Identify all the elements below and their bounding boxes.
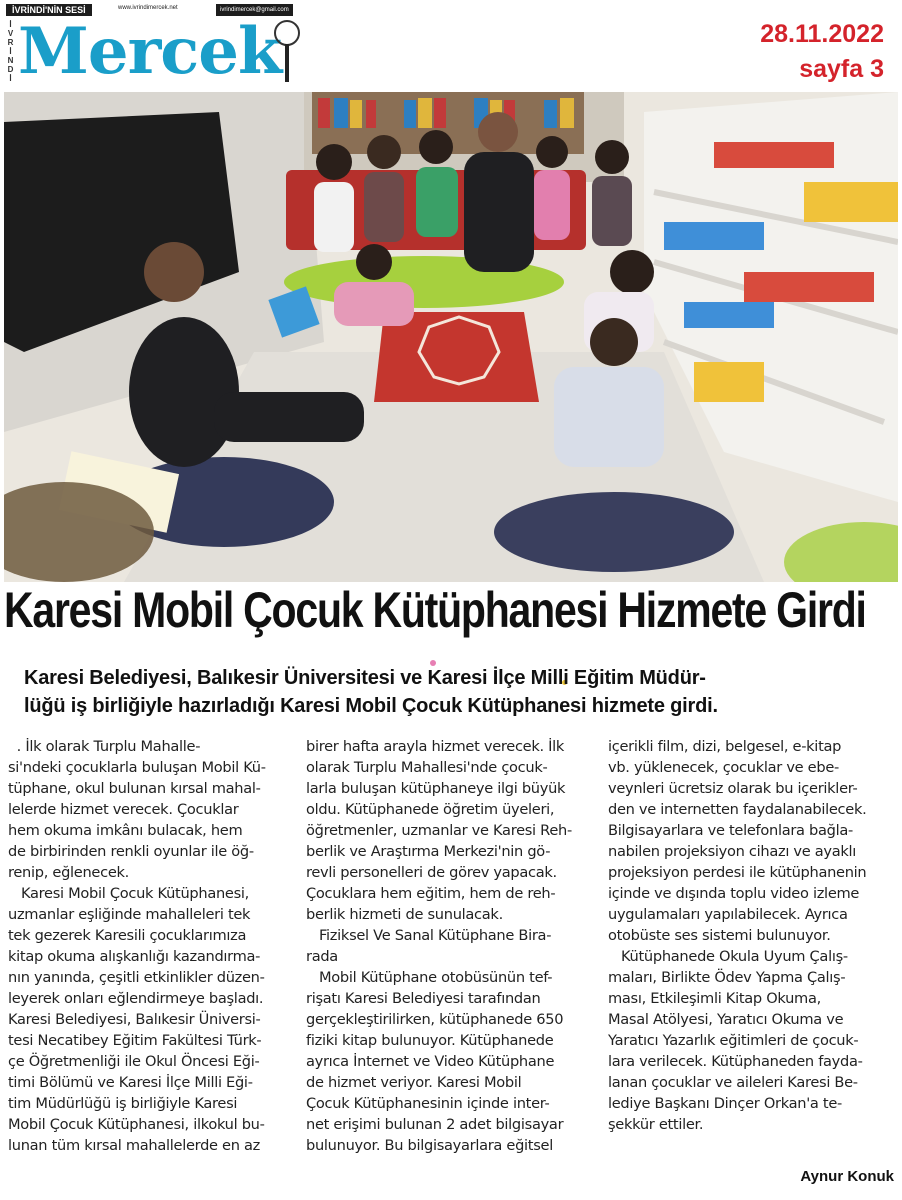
article-text-line: nın yanında, çeşitli etkinlikler düzen-	[8, 969, 265, 986]
article-text-line: renip, eğlenecek.	[8, 864, 129, 881]
article-text-line: gerçekleştirilirken, kütüphanede 650	[306, 1011, 564, 1028]
article-text-line: Karesi Mobil Çocuk Kütüphanesi,	[8, 885, 249, 902]
article-text-line: fiziki kitap bulunuyor. Kütüphanede	[306, 1032, 554, 1049]
article-text-line: de birbirinden renkli oyunlar ile öğ-	[8, 843, 254, 860]
issue-date: 28.11.2022	[760, 20, 884, 48]
article-text-line: şekkür ettiler.	[608, 1116, 704, 1133]
article-text-line: Masal Atölyesi, Yaratıcı Okuma ve	[608, 1011, 844, 1028]
article-text-line: Mobil Çocuk Kütüphanesi, ilkokul bu-	[8, 1116, 265, 1133]
article-text-line: berlik ve Araştırma Merkezi'nin gö-	[306, 843, 551, 860]
article-author: Aynur Konuk	[800, 1168, 894, 1185]
article-text-line: Fiziksel Ve Sanal Kütüphane Bira-	[306, 927, 552, 944]
article-text-line: revli personelleri de görev yapacak.	[306, 864, 557, 881]
article-text-line: lara verilecek. Kütüphaneden fayda-	[608, 1053, 863, 1070]
article-text-line: lanan çocuklar ve aileleri Karesi Be-	[608, 1074, 858, 1091]
article-text-line: Yaratıcı Yazarlık eğitimleri de çocuk-	[608, 1032, 859, 1049]
newspaper-logo: Mercek	[18, 14, 282, 89]
article-text-line: olarak Turplu Mahallesi'nde çocuk-	[306, 759, 548, 776]
masthead-website: www.ivrindimercek.net	[118, 5, 178, 11]
vertical-letter: R	[7, 38, 14, 47]
article-headline: Karesi Mobil Çocuk Kütüphanesi Hizmete Girdi	[4, 582, 866, 638]
article-text-line: berlik hizmeti de sunulacak.	[306, 906, 503, 923]
article-column-3	[608, 736, 892, 1135]
subheadline-line: Karesi Belediyesi, Balıkesir Üniversitesi ve Karesi İlçe Milli Eğitim Müdür-	[24, 667, 706, 689]
vertical-letter: N	[7, 56, 14, 65]
article-text-line: den ve internetten faydalanabilecek.	[608, 801, 867, 818]
article-text-line: rişatı Karesi Belediyesi tarafından	[306, 990, 541, 1007]
article-column-1	[8, 736, 292, 1156]
article-text-line: bulunuyor. Bu bilgisayarlara eğitsel	[306, 1137, 553, 1154]
logo-seal-icon	[274, 20, 300, 46]
article-text-line: öğretmenler, uzmanlar ve Karesi Reh-	[306, 822, 572, 839]
article-text-line: birer hafta arayla hizmet verecek. İlk	[306, 738, 565, 755]
article-text-line: leyerek onları eğlendirmeye başladı.	[8, 990, 264, 1007]
article-text-line: kitap okuma alışkanlığı kazandırma-	[8, 948, 261, 965]
vertical-letter: D	[7, 65, 14, 74]
article-text-line: maları, Birlikte Ödev Yapma Çalış-	[608, 969, 846, 986]
vertical-letter: İ	[9, 74, 12, 83]
article-text-line: hem okuma imkânı bulacak, hem	[8, 822, 243, 839]
article-photo	[4, 92, 898, 582]
article-text-line: otobüste ses sistemi bulunuyor.	[608, 927, 831, 944]
article-text-line: larla buluşan kütüphaneye ilgi büyük	[306, 780, 566, 797]
library-children-photo	[4, 92, 898, 582]
article-text-line: tek gezerek Karesili çocuklarımıza	[8, 927, 247, 944]
article-text-line: Karesi Belediyesi, Balıkesir Üniversi-	[8, 1011, 261, 1028]
vertical-letter: İ	[9, 47, 12, 56]
article-column-2	[306, 736, 590, 1156]
article-text-line: Çocuklara hem eğitim, hem de reh-	[306, 885, 556, 902]
article-text-line: çe Öğretmenliği ile Okul Öncesi Eği-	[8, 1053, 260, 1070]
article-text-line: timi Bölümü ve Karesi İlçe Milli Eği-	[8, 1074, 253, 1091]
article-text-line: vb. yüklenecek, çocuklar ve ebe-	[608, 759, 839, 776]
article-text-line: lelerde hizmet verecek. Çocuklar	[8, 801, 239, 818]
article-text-line: içinde ve dışında toplu video izleme	[608, 885, 860, 902]
article-text-line: Çocuk Kütüphanesinin içinde inter-	[306, 1095, 550, 1112]
article-text-line: net erişimi bulunan 2 adet bilgisayar	[306, 1116, 564, 1133]
article-text-line: uzmanlar eşliğinde mahalleleri tek	[8, 906, 251, 923]
article-text-line: tesi Necatibey Eğitim Fakültesi Türk-	[8, 1032, 262, 1049]
masthead	[6, 4, 296, 89]
article-text-line: si'ndeki çocuklarla buluşan Mobil Kü-	[8, 759, 266, 776]
article-text-line: tüphane, okul bulunan kırsal mahal-	[8, 780, 261, 797]
article-text-line: Kütüphanede Okula Uyum Çalış-	[608, 948, 848, 965]
masthead-email: ivrindimercek@gmail.com	[216, 4, 293, 16]
article-text-line: projeksiyon perdesi ile kütüphanenin	[608, 864, 867, 881]
article-subheadline	[24, 664, 894, 720]
article-text-line: ması, Etkileşimli Kitap Okuma,	[608, 990, 821, 1007]
masthead-tagline: İVRİNDİ'NİN SESİ	[6, 4, 92, 16]
article-text-line: . İlk olarak Turplu Mahalle-	[8, 738, 201, 755]
article-text-line: nabilen projeksiyon cihazı ve ayaklı	[608, 843, 857, 860]
vertical-letter: İ	[9, 20, 12, 29]
article-text-line: rada	[306, 948, 338, 965]
article-text-line: Mobil Kütüphane otobüsünün tef-	[306, 969, 553, 986]
article-text-line: lediye Başkanı Dinçer Orkan'a te-	[608, 1095, 842, 1112]
article-text-line: lunan tüm kırsal mahallelerde en az	[8, 1137, 261, 1154]
article-text-line: tim Müdürlüğü iş birliğiyle Karesi	[8, 1095, 238, 1112]
masthead-vertical-label	[6, 20, 15, 83]
article-text-line: Bilgisayarlara ve telefonlara bağla-	[608, 822, 853, 839]
article-text-line: veynleri ücretsiz olarak bu içerikler-	[608, 780, 858, 797]
article-text-line: içerikli film, dizi, belgesel, e-kitap	[608, 738, 842, 755]
subheadline-line: lüğü iş birliğiyle hazırladığı Karesi Mobil Çocuk Kütüphanesi hizmete girdi.	[24, 695, 718, 717]
page-number: sayfa 3	[799, 55, 884, 83]
logo-bar-icon	[285, 44, 289, 82]
article-text-line: oldu. Kütüphanede öğretim üyeleri,	[306, 801, 555, 818]
vertical-letter: V	[7, 29, 14, 38]
article-text-line: uygulamaları yapılabilecek. Ayrıca	[608, 906, 848, 923]
article-text-line: ayrıca İnternet ve Video Kütüphane	[306, 1053, 555, 1070]
article-text-line: de hizmet veriyor. Karesi Mobil	[306, 1074, 522, 1091]
